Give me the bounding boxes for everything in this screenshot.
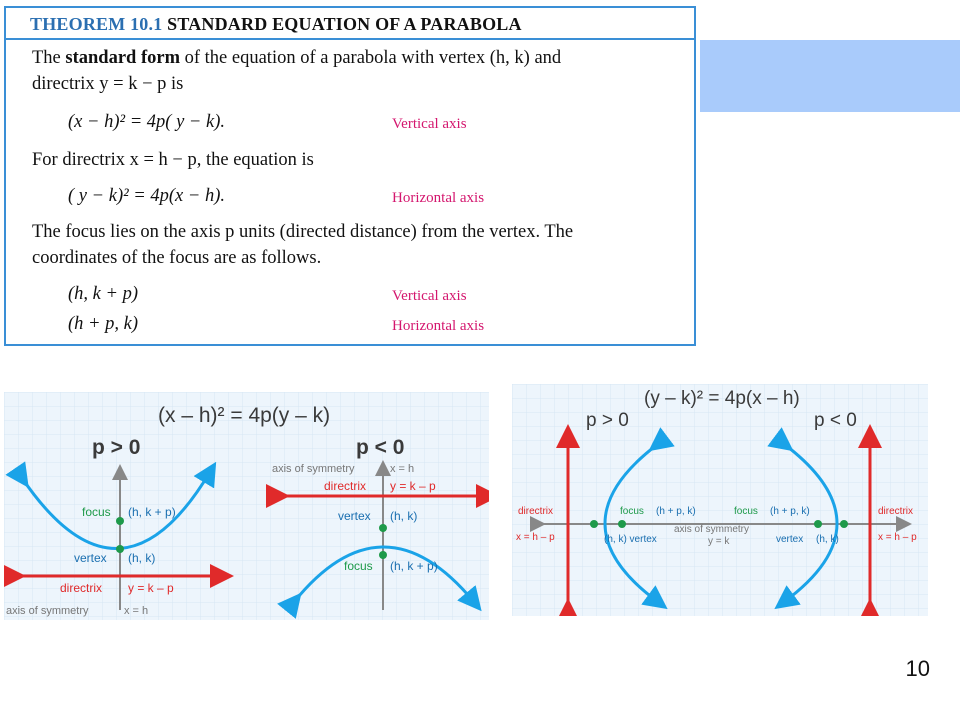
- intro-bold: standard form: [65, 48, 180, 68]
- theorem-box: [4, 6, 696, 346]
- vertex-label-down: vertex: [338, 509, 371, 523]
- vertex-point-up: [116, 545, 124, 553]
- directrix-x-line: For directrix x = h − p, the equation is: [32, 150, 314, 170]
- equation-vertical: (x − h)² = 4p( y − k).: [68, 112, 226, 132]
- axis-sym-label-right: axis of symmetry: [674, 524, 750, 535]
- grid-lines-right: [512, 384, 928, 616]
- focus-label-r2: focus: [734, 506, 758, 517]
- focus-point-up: [116, 517, 124, 525]
- right-title: (y – k)² = 4p(x – h): [644, 388, 800, 409]
- focus-label-r1: focus: [620, 506, 644, 517]
- axis-eq-up: x = h: [124, 605, 149, 617]
- directrix-eq-down: y = k – p: [390, 479, 436, 493]
- page-number: 10: [905, 656, 930, 681]
- directrix-eq-r1: x = h – p: [516, 532, 555, 543]
- vertex-label-up: vertex: [74, 551, 107, 565]
- focus-horizontal: (h + p, k): [68, 314, 139, 334]
- vertex-label-r2: vertex: [776, 534, 804, 545]
- vertex-coord-down: (h, k): [390, 509, 418, 523]
- focus-line-1: The focus lies on the axis p units (directed distance) from the vertex. The: [32, 222, 574, 242]
- axis-eq-right: y = k: [708, 536, 730, 547]
- vertex-coord-r2: (h, k): [816, 534, 839, 545]
- vertex-point-down: [379, 524, 387, 532]
- directrix-label-r2: directrix: [878, 506, 914, 517]
- vertex-point-left: [840, 520, 848, 528]
- equation-horizontal: ( y − k)² = 4p(x − h).: [68, 186, 226, 206]
- directrix-eq-up: y = k – p: [128, 581, 174, 595]
- focus-vertical-label: Vertical axis: [392, 288, 467, 304]
- focus-line-2: coordinates of the focus are as follows.: [32, 248, 322, 268]
- directrix-label-down: directrix: [324, 479, 367, 493]
- vertex-point-right: [590, 520, 598, 528]
- focus-coord-r1: (h + p, k): [656, 506, 696, 517]
- vertical-parabola-svg: [4, 392, 489, 620]
- theorem-header: [6, 8, 694, 40]
- axis-sym-label-down: axis of symmetry: [272, 463, 355, 475]
- theorem-number: THEOREM 10.1: [30, 14, 163, 34]
- focus-point-right: [618, 520, 626, 528]
- focus-point-left: [814, 520, 822, 528]
- directrix-eq-r2: x = h – p: [878, 532, 917, 543]
- focus-coord-up: (h, k + p): [128, 505, 176, 519]
- focus-label-down: focus: [344, 559, 373, 573]
- focus-point-down: [379, 551, 387, 559]
- vertical-parabola-diagram: [4, 392, 489, 620]
- left-title: (x – h)² = 4p(y – k): [158, 404, 331, 427]
- horizontal-parabola-diagram: [512, 384, 928, 616]
- label-horizontal-axis: Horizontal axis: [392, 190, 485, 206]
- left-p-positive: p > 0: [92, 436, 141, 459]
- focus-vertical: (h, k + p): [68, 284, 139, 304]
- label-vertical-axis: Vertical axis: [392, 116, 467, 132]
- vertex-label-r1: (h, k) vertex: [604, 534, 657, 545]
- right-p-positive: p > 0: [586, 410, 629, 431]
- left-p-negative: p < 0: [356, 436, 405, 459]
- intro-line-2: directrix y = k − p is: [32, 74, 184, 94]
- focus-coord-r2: (h + p, k): [770, 506, 810, 517]
- right-p-negative: p < 0: [814, 410, 857, 431]
- intro-post: of the equation of a parabola with vertex (h, k) and: [180, 48, 562, 68]
- vertex-coord-up: (h, k): [128, 551, 156, 565]
- focus-coord-down: (h, k + p): [390, 559, 438, 573]
- intro-line-1: [32, 48, 561, 69]
- axis-sym-label-up: axis of symmetry: [6, 605, 89, 617]
- theorem-title: STANDARD EQUATION OF A PARABOLA: [167, 14, 522, 34]
- focus-label-up: focus: [82, 505, 111, 519]
- horizontal-parabola-svg: [512, 384, 928, 616]
- intro-pre: The: [32, 48, 66, 68]
- directrix-label-up: directrix: [60, 581, 103, 595]
- focus-horizontal-label: Horizontal axis: [392, 318, 485, 334]
- directrix-label-r1: directrix: [518, 506, 554, 517]
- axis-eq-down: x = h: [390, 463, 415, 475]
- decorative-blue-bar: [700, 40, 960, 112]
